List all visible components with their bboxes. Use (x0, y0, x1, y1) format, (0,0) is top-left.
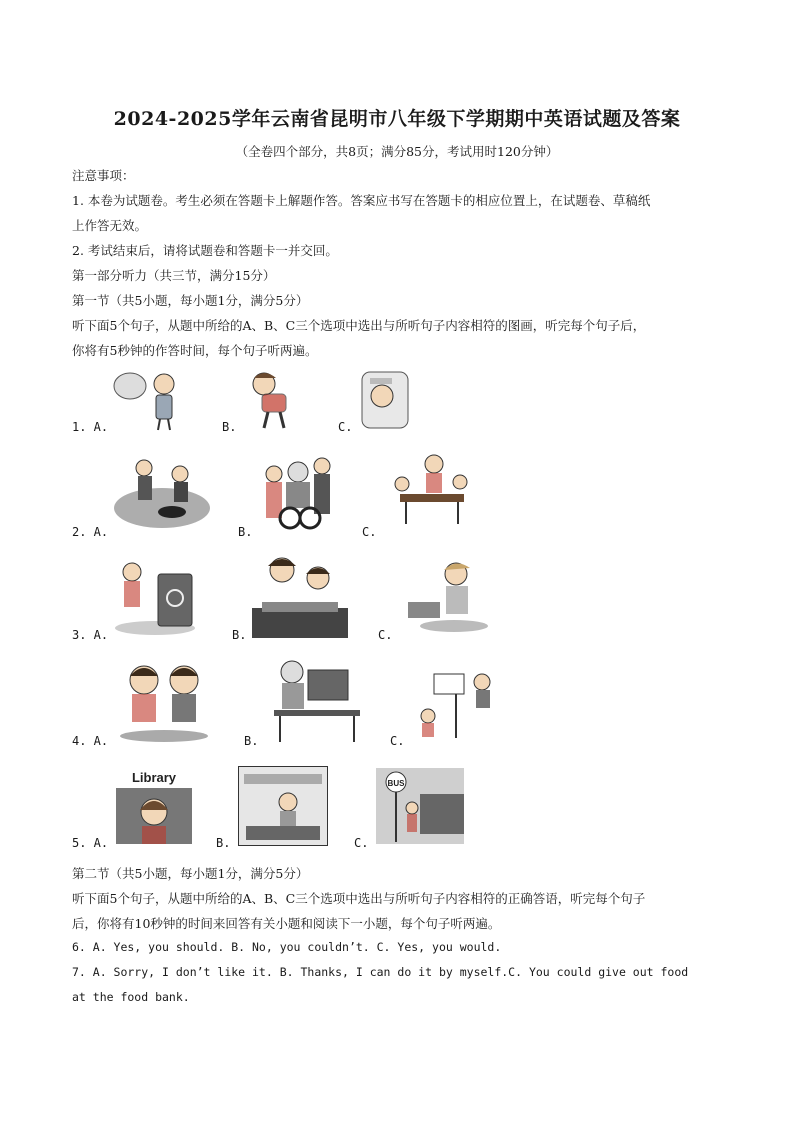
q4-picture-c-basketball (410, 664, 502, 744)
q5-picture-a-library-sign: Library (131, 770, 177, 785)
q3-option-b-label: B. (232, 628, 247, 642)
section-1-instruction-line-1: 听下面5个句子，从题中所给的A、B、C三个选项中选出与所听句子内容相符的图画，听完每个句子后， (72, 318, 646, 333)
q4-option-c-label: C. (390, 734, 405, 748)
question-7-options-line-2: at the food bank. (72, 990, 190, 1004)
section-1-instruction-line-2: 你将有5秒钟的作答时间，每个句子听两遍。 (72, 343, 318, 358)
q1-picture-c-sick-in-bed (356, 366, 414, 432)
note-2: 2. 考试结束后，请将试题卷和答题卡一并交回。 (72, 243, 338, 258)
section-2-heading: 第二节（共5小题，每小题1分，满分5分） (72, 866, 309, 881)
q2-option-b-label: B. (238, 525, 253, 539)
q5-picture-c-bus-sign: BUS (387, 779, 405, 788)
q4-option-a-label: 4. A. (72, 734, 109, 748)
q5-option-b-label: B. (216, 836, 231, 850)
q3-picture-b-washing-dishes (252, 552, 348, 638)
q4-option-b-label: B. (244, 734, 259, 748)
q1-option-c-label: C. (338, 420, 353, 434)
part-1-heading: 第一部分听力（共三节，满分15分） (72, 268, 276, 283)
document-subtitle: （全卷四个部分，共8页；满分85分，考试用时120分钟） (235, 144, 559, 159)
q2-option-c-label: C. (362, 525, 377, 539)
q3-option-a-label: 3. A. (72, 628, 109, 642)
q5-picture-a-library (112, 766, 196, 846)
note-1-line-1: 1. 本卷为试题卷。考生必须在答题卡上解题作答。答案应书写在答题卡的相应位置上，在试题卷、草稿纸 (72, 193, 651, 208)
q1-picture-b-boy-stomachache (240, 370, 310, 432)
q2-picture-b-helping-elderly (258, 452, 338, 532)
q5-option-c-label: C. (354, 836, 369, 850)
document-title: 2024-2025学年云南省昆明市八年级下学期期中英语试题及答案 (113, 108, 681, 130)
q5-picture-b-kitchen-cooking (238, 766, 328, 846)
q2-picture-c-teacher-and-kids (382, 450, 478, 530)
note-1-line-2: 上作答无效。 (72, 218, 148, 233)
section-2-instruction-line-1: 听下面5个句子，从题中所给的A、B、C三个选项中选出与所听句子内容相符的正确答语，听完每个句子 (72, 891, 646, 906)
q2-option-a-label: 2. A. (72, 525, 109, 539)
q4-picture-a-boys-fighting (114, 658, 214, 744)
q3-picture-c-folding-clothes (398, 556, 490, 636)
q5-picture-c-bus-stop (376, 768, 464, 844)
notes-heading: 注意事项： (72, 168, 135, 183)
q1-option-b-label: B. (222, 420, 237, 434)
q4-picture-b-computer-desk (264, 656, 364, 744)
q1-option-a-label: 1. A. (72, 420, 109, 434)
section-2-instruction-line-2: 后，你将有10秒钟的时间来回答有关小题和阅读下一小题，每个句子听两遍。 (72, 916, 501, 931)
question-6-options: 6. A. Yes, you should. B. No, you couldn’t. C. Yes, you would. (72, 940, 502, 954)
q1-picture-a-toothache-girl (112, 368, 198, 432)
section-1-heading: 第一节（共5小题，每小题1分，满分5分） (72, 293, 309, 308)
q2-picture-a-planting-trees (112, 452, 212, 530)
question-7-options-line-1: 7. A. Sorry, I don’t like it. B. Thanks, I can do it by myself.C. You could give out food (72, 965, 689, 979)
q3-option-c-label: C. (378, 628, 393, 642)
q3-picture-a-recycling-bin (112, 556, 198, 636)
q5-option-a-label: 5. A. (72, 836, 109, 850)
